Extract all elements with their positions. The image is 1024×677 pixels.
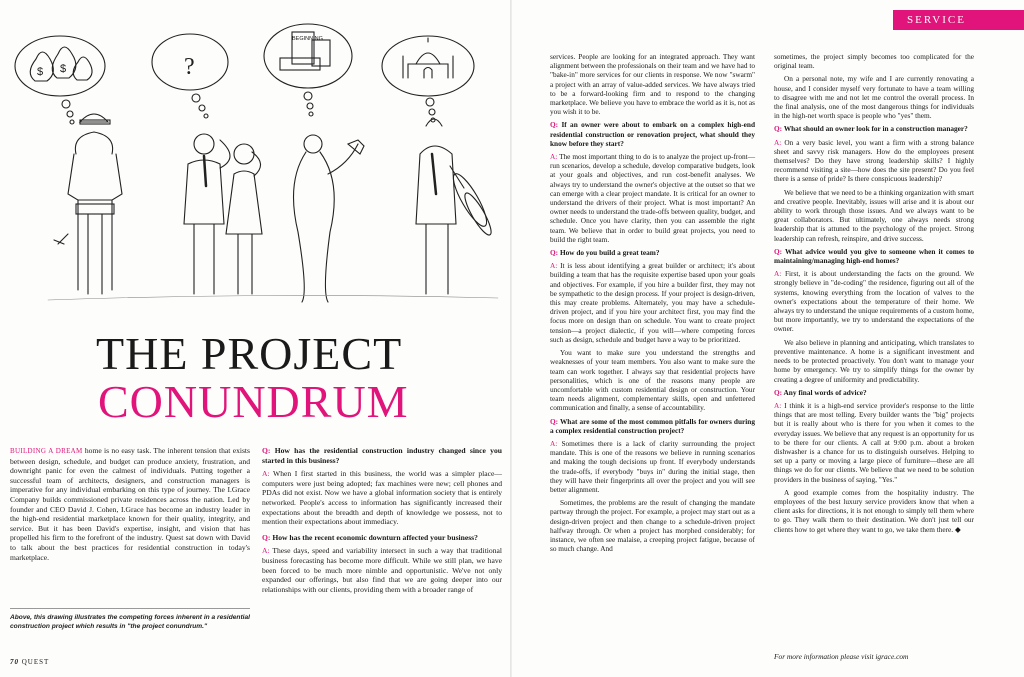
section-tab: SERVICE — [893, 10, 1024, 30]
continued-text-3: On a personal note, my wife and I are currently renovating a house, and I consider myself very fortunate to have a team willing to disagree with me and not let me control the overall process. In the final analysis, one of the most dangerous things for individuals in the high-net worth space is people who "yes" them. — [774, 74, 974, 121]
question-4: Q: How do you build a great team? — [550, 248, 660, 258]
svg-text:$: $ — [60, 63, 67, 75]
svg-text:$: $ — [37, 66, 44, 78]
answer-7-extra: We also believe in planning and anticipating, which translates to preventive maintenance. A home is a significant investment and needs to be protected proactively. You don't want to manage your home by emergency. We try to simplify things for the owner by creating a degree of uniformity and predictability. — [774, 337, 974, 384]
intro-lead: BUILDING A DREAM — [10, 447, 83, 455]
title-line-1: THE PROJECT — [96, 328, 403, 379]
right-column-2 — [774, 52, 974, 538]
svg-text:?: ? — [184, 54, 195, 80]
answer-1: A: When I first started in this business, the world was a simpler place—computers were just being adopted; fax machines were new; cell phones and PDAs did not exist. Now we have a global information society that is entirely networked. People's access to information has significantly increased their expectations about the breadth and depth of knowledge we possess, not to mention their expectations about immediacy. — [262, 469, 502, 527]
builder-figure — [54, 114, 122, 294]
answer-8: A: I think it is a high-end service provider's response to the little things that are most telling. Every builder wants the "big" projects but it is really about who is there for you when it comes to the everyday issues. We believe that any request is an opportunity for us to be there for our clients. A call at 9:00 p.m. about a broken dishwasher is a chance for us to distinguish ourselves. Helping to set up a party or moving a large piece of furniture—these are all things we do for our clients. We believe that we need to be solution providers in the business of saying, "Yes." — [774, 400, 974, 484]
title-line-2: CONUNDRUM — [98, 376, 409, 427]
caption-rule — [10, 608, 250, 609]
folio — [10, 658, 49, 666]
answer-5-extra: Sometimes, the problems are the result of changing the mandate partway through the project. For example, a project may start out as a design-driven project and then change to a schedule-driven project halfway through. Or when a project has morphed considerably; for instance, we often see malaise, a creeping project fatigue, because of so much change. And — [550, 498, 755, 554]
continued-text-1: services. People are looking for an integrated approach. They want alignment between the professionals on their team and we have had to "bake-in" more services for our clients in response. We now "swarm" a project with an array of value-added services. We have always tried to be a forward-looking firm and to respond to the changing marketplace. We believe you have to embrace the world as it is, not as you wish it to be. — [550, 52, 755, 117]
more-info-link[interactable]: For more information please visit igrace.com — [774, 652, 909, 661]
question-8: Q: Any final words of advice? — [774, 387, 867, 397]
answer-8-extra: A good example comes from the hospitality industry. The employees of the best luxury service providers know that when a client asks for directions, it is not enough to simply tell them where to go. They walk them to their destination. We don't just tell our clients how to get where they want to go, we take them there. ◆ — [774, 487, 974, 534]
answer-5: A: Sometimes there is a lack of clarity surrounding the project mandate. This is one of the reasons we believe in running scenarios and making the tough decisions up front. If everybody understands the trade-offs, if everybody "buys in" during the initial stage, then they will have their fingerprints all over the project and you will see better alignment. — [550, 438, 755, 494]
page-number: 70 — [10, 658, 19, 666]
answer-6: A: On a very basic level, you want a firm with a strong balance sheet and savvy risk managers. How do the employees present themselves? Do they have strong leadership skills? I highly recommend visiting a site—how does the site present? Do you feel there is a sense of pride? Is there conspicuous leadership? — [774, 137, 974, 184]
question-3: Q: If an owner were about to embark on a complex high-end residential construction or renovation project, what should they know before they start? — [550, 120, 756, 148]
continued-text-2: sometimes, the project simply becomes too complicated for the original team. — [774, 52, 974, 71]
question-6: Q: What should an owner look for in a construction manager? — [774, 124, 968, 134]
photo-caption: Above, this drawing illustrates the competing forces inherent in a residential construction project which results in "the project conundrum." — [10, 614, 250, 630]
intro-column — [10, 446, 250, 566]
magazine-name: QUEST — [21, 658, 50, 666]
answer-4: A: It is less about identifying a great builder or architect; it's about building a team that has the requisite expertise based upon your goals and objectives. For example, if you hire a builder first, they may not be sympathetic to the design process. If your project is design-driven, this may create problems. Alternately, you may have a schedule-driven project, and if you hire your architect first, you may find the focus more on design than on schedule. You want to create project tension—a project dialectic, if you will—where competing forces such as design, schedule and budget have a way to be prioritized. — [550, 261, 756, 344]
left-qa-column — [262, 446, 502, 598]
question-5: Q: What are some of the most common pitfalls for owners during a complex residential construction project? — [550, 416, 755, 435]
answer-4-extra: You want to make sure you understand the strengths and weaknesses of your team members. You also want to make sure the team can work together. I always say that residential projects have personalities, which is one of the reasons many people are uncomfortable with custom residential design or construction. Your team needs alignment, complementary skills, open and unfettered communication and finally, a sense of accountability. — [550, 348, 755, 413]
book-title-label: BEGINNING — [292, 36, 323, 42]
answer-3: A: The most important thing to do is to analyze the project up-front—run scenarios, develop a schedule, develop comparative budgets, look at your goals and objectives, and run cost-benefit analyses. We always try to understand the owner's objective at the outset so that we can emerge with a clear project mandate. It is critical for an owner to understand the drivers of their project. What is most important? An owner needs to understand the trade-offs between quality, budget, and schedule. Once you have clarity, then you can assemble the right team. We believe that in order to build great projects, you need to build the right team. — [550, 152, 755, 244]
project-conundrum-illustration — [8, 4, 508, 314]
intro-text: home is no easy task. The inherent tension that exists between design, schedule, and budget can produce anxiety, frustration, and downright panic for even the calmest of individuals. Putting together a successful team of architects, designers, and construction managers is imperative for any individual embarking on this type of journey. The I.Grace Company builds commissioned private residences across the nation. Led by founder and CEO David J. Cohen, I.Grace has become an industry leader in the high-end residential marketplace known for their quality, integrity, and service. But it has been David's expertise, insight, and vision that has propelled his firm to the forefront of the industry. Quest sat down with David to talk about the best practices for residential construction in today's marketplace. — [10, 446, 250, 562]
question-2: Q: How has the recent economic downturn affected your business? — [262, 532, 478, 542]
thinking-man-figure — [184, 134, 230, 294]
woman-figure — [226, 144, 262, 294]
designer-figure — [294, 135, 365, 302]
blueprint-man-figure — [416, 119, 495, 294]
answer-2: A: These days, speed and variability intersect in such a way that traditional business forecasting has become more difficult. While we still plan, we have been forced to be much more nimble and opportunistic. We've not only expanded our offerings, but also find that we are going deeper into our relationships with our clients, providing them with a broader range of — [262, 546, 502, 594]
thought-bubble-palace — [382, 36, 474, 96]
answer-6-extra: We believe that we need to be a thinking organization with smart and creative people. Inevitably, issues will arise and it is about our ability to work through those issues. And we always want to be great collaborators. But ultimately, one always needs strong leadership that is attuned to the psychology of the project. Strong leadership can refresh, reinspire, and drive success. — [774, 187, 974, 243]
question-1: Q: How has the residential construction industry changed since you started in this business? — [262, 446, 502, 465]
article-title — [96, 330, 496, 426]
question-7: Q: What advice would you give to someone when it comes to maintaining/managing high-end homes? — [774, 246, 974, 266]
right-column-1 — [550, 52, 755, 557]
answer-7: A: First, it is about understanding the facts on the ground. We strongly believe in "de-coding" the residence, figuring out all of the systems, knowing everything from the location of valves to the owner's expectations about the temperature of their home. We always try to understand the unique requirements of a custom home, but more importantly, we try to understand the expectations of the owner. — [774, 269, 974, 334]
thought-bubble-books — [264, 24, 352, 88]
